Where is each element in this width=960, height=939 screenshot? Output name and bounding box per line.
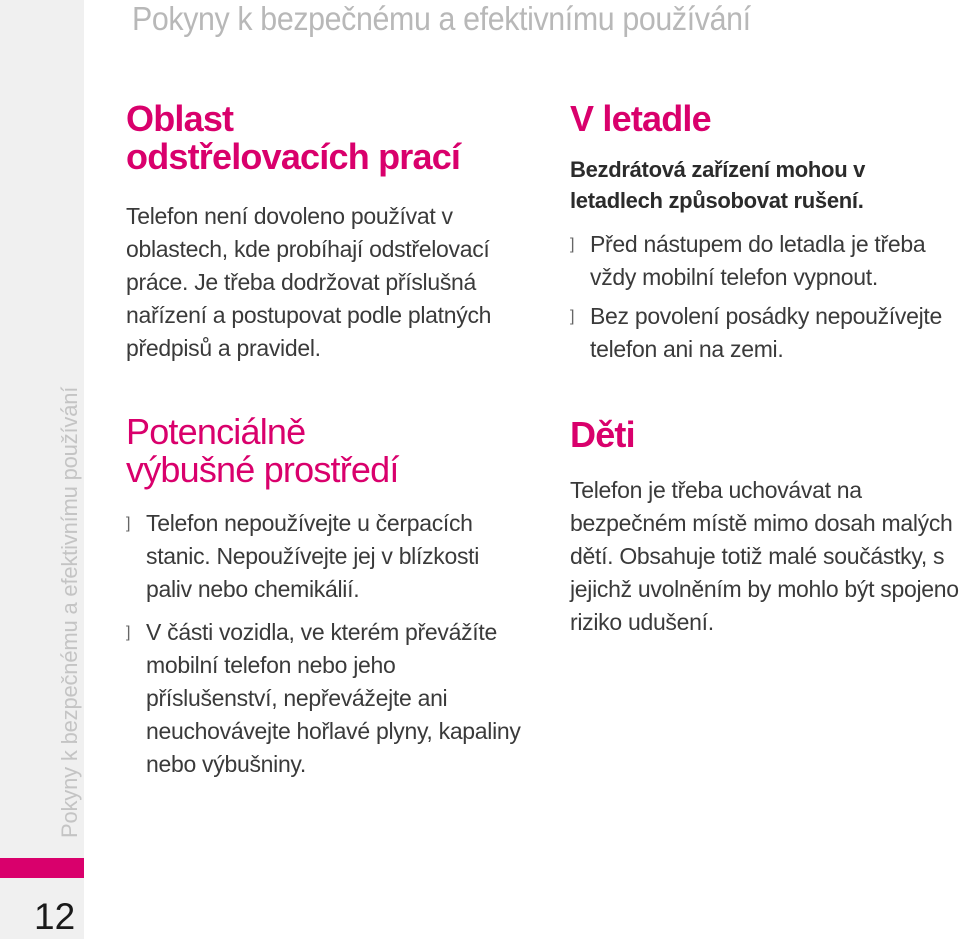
section-title-explosive-line1: Potenciálně: [126, 411, 306, 452]
right-column: [570, 100, 960, 639]
explosive-bullet-list: [126, 507, 526, 781]
bullet-mark: ]: [570, 236, 575, 253]
section-title-children: Děti: [570, 414, 635, 455]
section-title-explosive: [126, 413, 526, 489]
section-title-explosive-line2: výbušné prostředí: [126, 449, 399, 490]
bullet-text: Telefon nepoužívejte u čerpacích stanic. Nepoužívejte jej v blízkosti paliv nebo chemikálií.: [146, 510, 480, 602]
list-item: [126, 616, 526, 781]
bullet-text: Bez povolení posádky nepoužívejte telefon ani na zemi.: [590, 303, 942, 362]
bullet-mark: ]: [126, 515, 131, 532]
list-item: [570, 300, 960, 366]
section-title-airplane: V letadle: [570, 98, 711, 139]
side-accent-bar: [0, 858, 84, 878]
page-number: 12: [34, 896, 76, 937]
bullet-mark: ]: [126, 624, 131, 641]
left-column: [126, 100, 526, 781]
side-running-title: Pokyny k bezpečnému a efektivnímu používání: [57, 386, 82, 838]
section-subhead-airplane: Bezdrátová zařízení mohou v letadlech způsobovat rušení.: [570, 157, 866, 213]
section-body-blasting: Telefon není dovoleno používat v oblastech, kde probíhají odstřelovací práce. Je třeba dodržovat příslušná nařízení a postupovat podle platných předpisů a pravidel.: [126, 203, 492, 361]
bullet-text: Před nástupem do letadla je třeba vždy mobilní telefon vypnout.: [590, 231, 926, 290]
section-title-blasting: [126, 100, 526, 176]
section-body-children: Telefon je třeba uchovávat na bezpečném místě mimo dosah malých dětí. Obsahuje totiž malé součástky, s jejichž uvolněním by mohlo být spojeno riziko udušení.: [570, 477, 959, 635]
section-title-blasting-line2: odstřelovacích prací: [126, 136, 461, 177]
section-title-blasting-line1: Oblast: [126, 98, 234, 139]
list-item: [570, 228, 960, 294]
list-item: [126, 507, 526, 606]
airplane-bullet-list: [570, 228, 960, 366]
bullet-mark: ]: [570, 308, 575, 325]
bullet-text: V části vozidla, ve kterém převážíte mobilní telefon nebo jeho příslušenství, nepřevážejte ani neuchovávejte hořlavé plyny, kapaliny nebo výbušniny.: [146, 619, 521, 777]
page-header-title: Pokyny k bezpečnému a efektivnímu používání: [132, 0, 751, 37]
